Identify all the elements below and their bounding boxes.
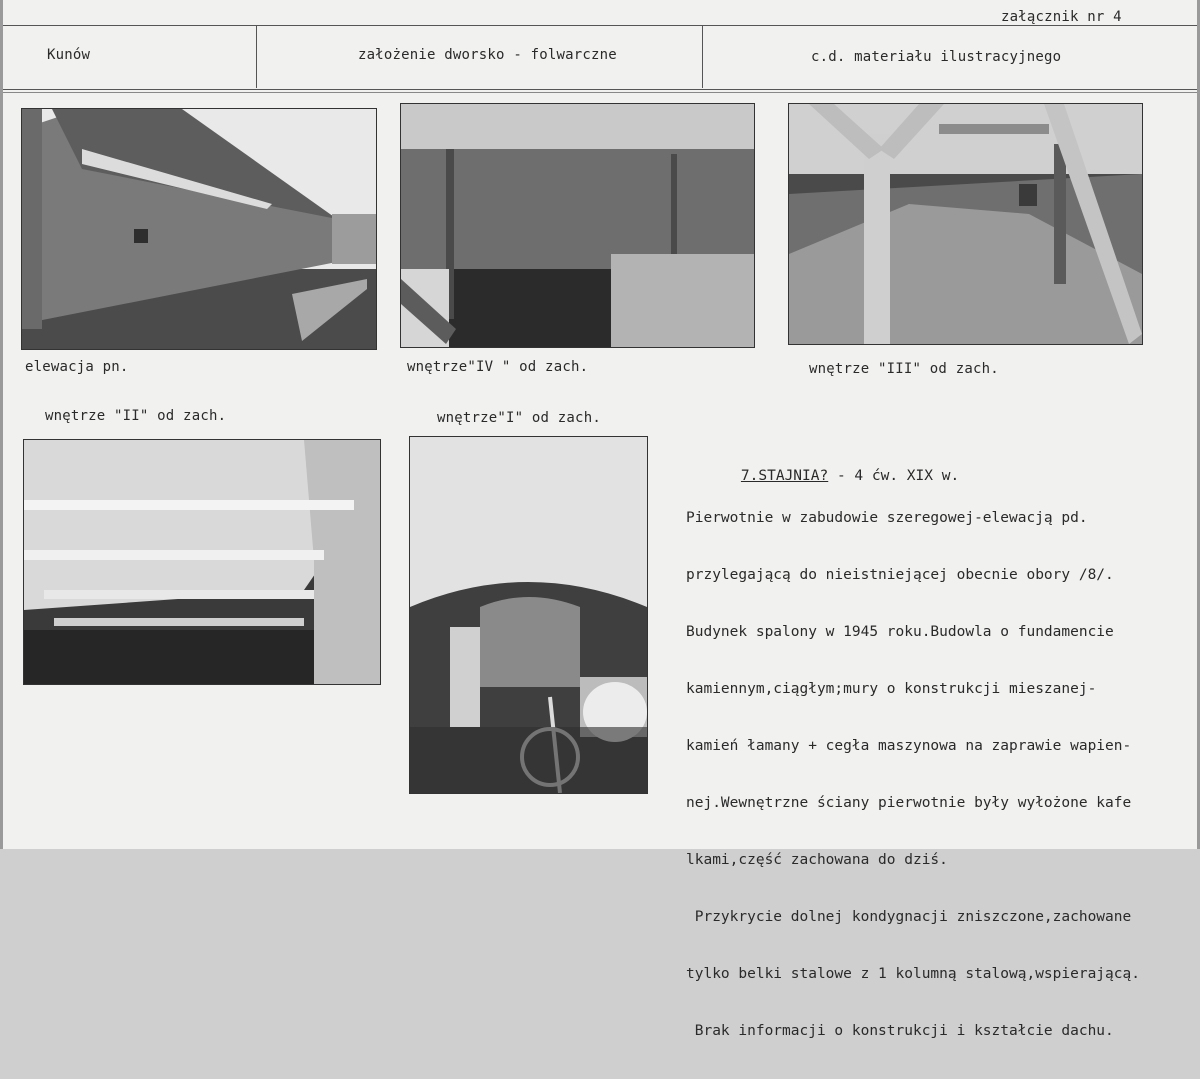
place-name: Kunów [47,47,91,63]
photo-north-elevation [21,108,377,350]
description-line: przylegającą do nieistniejącej obecnie obory /8/. [686,567,1114,583]
site-type: założenie dworsko - folwarczne [358,47,617,63]
photo-interior-iv [400,103,755,348]
description-line: Przykrycie dolnej kondygnacji zniszczone,zachowane [686,909,1132,925]
building-description [686,471,1140,1079]
description-line: tylko belki stalowe z 1 kolumną stalową,wspierającą. [686,966,1140,982]
caption-photo2: wnętrze"IV " od zach. [407,359,589,375]
description-line: nej.Wewnętrzne ściany pierwotnie były wyłożone kafe [686,795,1132,811]
header-bottom-rule-2 [3,92,1197,93]
description-line: Budynek spalony w 1945 roku.Budowla o fundamencie [686,624,1114,640]
caption-photo5: wnętrze"I" od zach. [437,410,601,426]
building-title: 7.STAJNIA? [740,468,829,484]
description-line: kamiennym,ciągłym;mury o konstrukcji mieszanej- [686,681,1097,697]
header-bottom-rule [3,89,1197,90]
header-top-rule [3,25,1197,26]
description-line: lkami,część zachowana do dziś. [686,852,948,868]
description-line: Pierwotnie w zabudowie szeregowej-elewacją pd. [686,510,1088,526]
caption-photo4: wnętrze "II" od zach. [45,408,227,424]
description-line: kamień łamany + cegła maszynowa na zaprawie wapien- [686,738,1132,754]
photo-interior-ii [23,439,381,685]
photo-interior-iii [788,103,1143,345]
header-divider-2 [702,26,703,88]
description-line: Brak informacji o konstrukcji i kształcie dachu. [686,1023,1114,1039]
annex-label: załącznik nr 4 [1001,9,1122,25]
caption-photo3: wnętrze "III" od zach. [809,361,999,377]
caption-photo1: elewacja pn. [25,359,129,375]
section-title: c.d. materiału ilustracyjnego [811,49,1062,65]
building-date: - 4 ćw. XIX w. [828,468,960,484]
header-divider-1 [256,26,257,88]
photo-interior-i [409,436,648,794]
